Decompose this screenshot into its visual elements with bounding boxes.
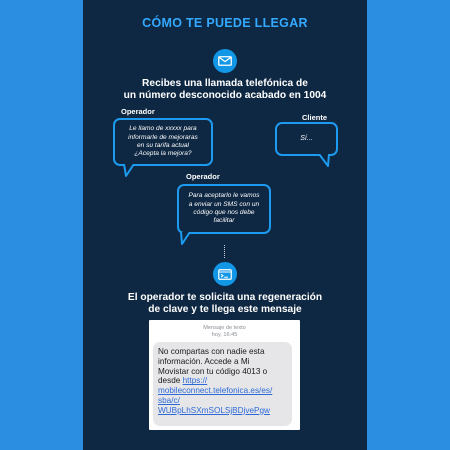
page-title: CÓMO TE PUEDE LLEGAR <box>142 16 308 30</box>
sms-screen-icon <box>213 262 237 286</box>
sms-link[interactable]: https:// <box>182 376 208 386</box>
operator-msg-2-line: facilitar <box>213 217 235 225</box>
client-msg: Sí... <box>300 134 313 142</box>
bubble-tail <box>123 164 137 178</box>
operator-msg-1-line: Le llamo de xxxxx para <box>129 125 197 133</box>
sms-text-prefix: desde <box>158 376 183 386</box>
step2-heading-line2: de clave y te llega este mensaje <box>148 304 302 315</box>
sms-link[interactable]: sba/c/ <box>158 395 180 405</box>
sms-link[interactable]: mobileconnect.telefonica.es/es/ <box>158 386 273 396</box>
operator-label-2: Operador <box>186 172 220 181</box>
operator-msg-1-line: informarle de mejoraras <box>128 133 198 141</box>
operator-label-1: Operador <box>121 107 155 116</box>
client-bubble <box>275 122 338 156</box>
operator-msg-2-line: código que nos debe <box>193 209 255 216</box>
sms-bubble <box>153 342 292 426</box>
client-label: Cliente <box>302 113 328 122</box>
step1-heading-line1: Recibes una llamada telefónica de <box>142 78 308 89</box>
bubble-tail <box>179 232 193 246</box>
connector-dots <box>224 245 225 258</box>
operator-msg-2-line: a enviar un SMS con un <box>188 200 260 208</box>
sms-screenshot <box>149 320 300 430</box>
operator-msg-1-line: ¿Acepta la mejora? <box>134 150 192 158</box>
infographic-panel <box>83 0 367 450</box>
sms-text-line <box>158 376 287 386</box>
sms-text-line: No compartas con nadie esta <box>158 347 265 356</box>
sms-text-line: Movistar con tu código 4013 o <box>158 366 268 376</box>
operator-msg-2-line: Para aceptarlo le vamos <box>188 192 260 200</box>
operator-msg-1-line: en su tarifa actual <box>136 142 190 149</box>
sms-meta-type: Mensaje de texto <box>203 325 246 331</box>
bubble-tail <box>317 154 331 168</box>
operator-bubble-2 <box>177 184 271 234</box>
envelope-icon <box>213 49 237 73</box>
step1-heading-line2: un número desconocido acabado en 1004 <box>123 90 327 101</box>
sms-text-line: información. Accede a Mi <box>158 356 250 366</box>
operator-bubble-1 <box>113 118 213 166</box>
sms-link[interactable]: WUBpLhSXmSOLSjBDjvePgw <box>158 405 270 415</box>
sms-meta-time: hoy, 16:45 <box>211 332 238 338</box>
step2-heading-line1: El operador te solicita una regeneración <box>127 292 323 303</box>
